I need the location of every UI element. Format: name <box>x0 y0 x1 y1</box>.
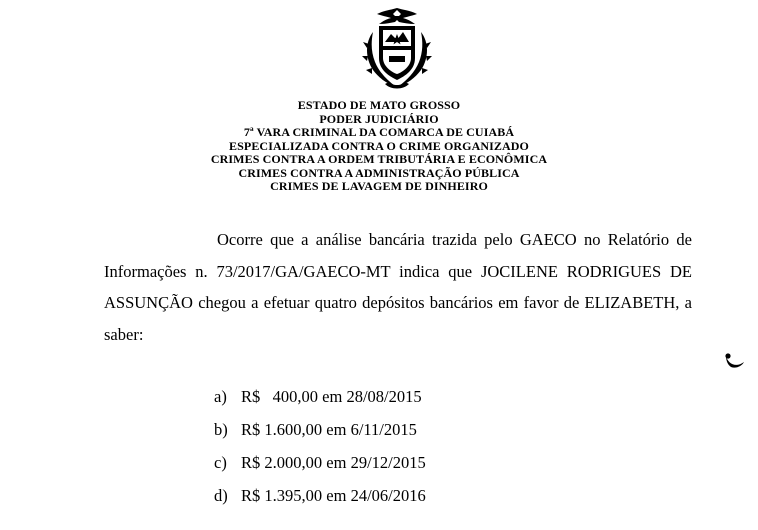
deposit-amount: 2.000,00 <box>264 453 323 472</box>
header-line-crimes-admin: CRIMES CONTRA A ADMINISTRAÇÃO PÚBLICA <box>238 165 520 180</box>
list-item <box>214 380 426 413</box>
list-item <box>214 479 426 512</box>
deposit-connector: em <box>326 486 347 505</box>
deposit-currency: R$ <box>241 420 261 439</box>
header-line-specialization: ESPECIALIZADA CONTRA O CRIME ORGANIZADO <box>229 138 529 153</box>
deposit-date: 29/12/2015 <box>350 453 426 472</box>
deposit-list <box>214 380 426 512</box>
header-line-crimes-laundering: CRIMES DE LAVAGEM DE DINHEIRO <box>270 179 488 193</box>
body-paragraph-text: Ocorre que a análise bancária trazida pelo GAECO no Relatório de Informações n. 73/2017/GA/GAECO-MT indica que JOCILENE RODRIGUES DE ASSUNÇÃO chegou a efetuar quatro depósitos bancários em favor de ELIZABETH, a saber: <box>104 230 692 344</box>
deposit-amount: 1.600,00 <box>264 420 323 439</box>
list-item <box>214 446 426 479</box>
coat-of-arms-icon <box>355 6 439 92</box>
deposit-amount: 400,00 <box>272 387 319 406</box>
deposit-date: 28/08/2015 <box>346 387 422 406</box>
deposit-connector: em <box>322 387 343 406</box>
body-paragraph <box>104 224 692 350</box>
header-line-state: ESTADO DE MATO GROSSO <box>297 98 461 112</box>
deposit-date: 24/06/2016 <box>350 486 426 505</box>
deposit-amount: 1.395,00 <box>264 486 323 505</box>
deposit-date: 6/11/2015 <box>350 420 417 439</box>
list-item <box>214 413 426 446</box>
list-item-label: a) <box>214 387 227 406</box>
header-line-court: 7ª VARA CRIMINAL DA COMARCA DE CUIABÁ <box>243 125 515 139</box>
header-line-crimes-tax: CRIMES CONTRA A ORDEM TRIBUTÁRIA E ECONÔMICA <box>210 152 548 166</box>
ink-mark-icon <box>724 352 746 370</box>
deposit-currency: R$ <box>241 387 261 406</box>
deposit-connector: em <box>326 453 347 472</box>
deposit-connector: em <box>326 420 347 439</box>
list-item-label: b) <box>214 420 228 439</box>
deposit-currency: R$ <box>241 453 261 472</box>
header-line-judiciary: PODER JUDICIÁRIO <box>319 111 439 126</box>
document-header <box>0 99 758 194</box>
list-item-label: d) <box>214 486 228 505</box>
list-item-label: c) <box>214 453 227 472</box>
deposit-currency: R$ <box>241 486 261 505</box>
